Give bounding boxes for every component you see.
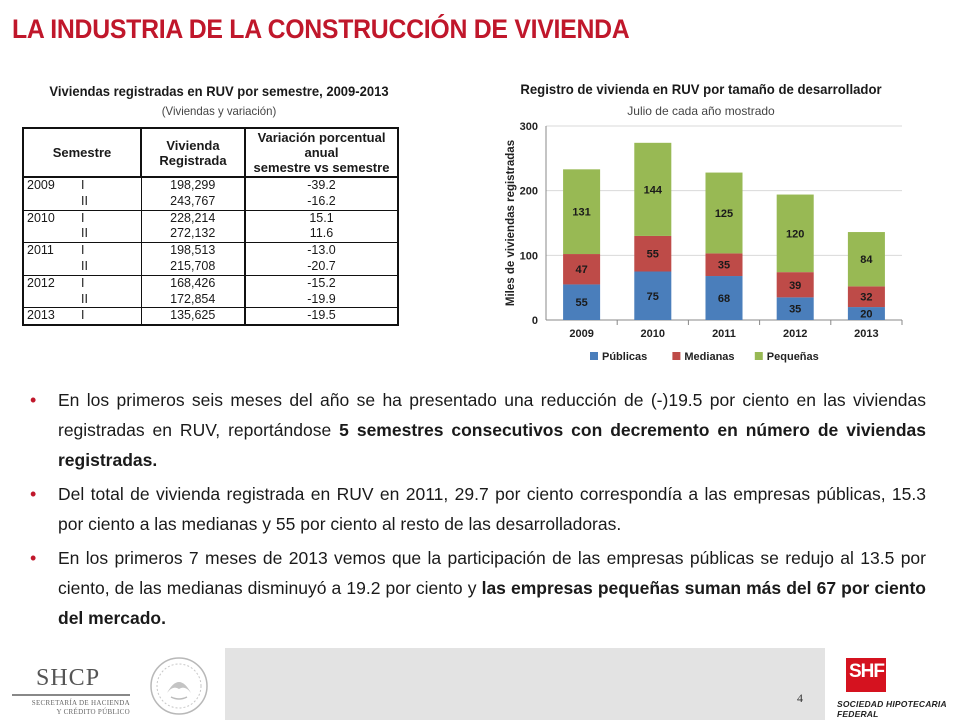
bullet-list xyxy=(30,385,926,637)
bullet-text-part: En los primeros 7 meses de 2013 vemos que la participación de las empresas públicas se redujo al 13.5 por ciento, de las medianas disminuyó a 19.2 por ciento y xyxy=(58,548,926,598)
cell-value: 135,625 xyxy=(141,308,245,325)
cell-year: 2012 xyxy=(23,275,61,291)
bullet-item xyxy=(30,385,926,475)
cell-semester: I xyxy=(61,243,141,259)
table-row xyxy=(23,259,398,275)
cell-pct: -13.0 xyxy=(245,243,398,259)
table-title: Viviendas registradas en RUV por semestre, 2009-2013 xyxy=(49,83,389,99)
cell-year xyxy=(23,194,61,210)
y-tick-label: 200 xyxy=(519,185,538,198)
x-tick-label: 2012 xyxy=(782,328,808,340)
cell-semester: II xyxy=(81,193,88,208)
cell-value: 272,132 xyxy=(141,226,245,242)
bullet-text-bold: 5 semestres consecutivos con decremento en número de viviendas registradas. xyxy=(58,420,926,470)
shcp-logo-text: SHCP xyxy=(36,665,101,691)
bullet-text-part: En los primeros seis meses del año se ha presentado una reducción de (-)19.5 por ciento en las viviendas registradas en RUV, reportándose xyxy=(58,390,926,440)
data-label: 47 xyxy=(575,264,588,277)
shcp-logo-line2: Y CRÉDITO PÚBLICO xyxy=(56,708,130,716)
table-row xyxy=(23,210,398,226)
cell-semester: I xyxy=(61,275,141,291)
cell-year xyxy=(23,226,61,242)
cell-semester: I xyxy=(61,177,141,194)
bullet-text-bold: las empresas pequeñas suman más del 67 por ciento del mercado. xyxy=(58,578,927,628)
footer-band xyxy=(225,648,825,720)
data-label: 20 xyxy=(860,308,873,321)
cell-semester: II xyxy=(81,226,88,241)
header-variacion xyxy=(245,128,398,177)
table-row xyxy=(23,308,398,325)
y-tick-label: 100 xyxy=(519,250,538,263)
header-vivienda xyxy=(141,128,245,177)
bullet-dot-icon: • xyxy=(30,484,37,504)
cell-year xyxy=(23,259,61,275)
cell-year: 2011 xyxy=(23,243,61,259)
data-label: 75 xyxy=(646,290,659,303)
cell-pct: -20.7 xyxy=(245,259,398,275)
shf-logo-text: SHF xyxy=(849,661,884,682)
table-row xyxy=(23,292,398,308)
cell-value: 172,854 xyxy=(141,292,245,308)
bullet-dot-icon: • xyxy=(30,390,37,410)
cell-semester: I xyxy=(61,210,141,226)
data-label: 35 xyxy=(789,303,802,316)
mexico-seal-icon xyxy=(145,655,213,717)
bullet-dot-icon: • xyxy=(30,548,37,568)
x-tick-label: 2011 xyxy=(712,328,736,340)
table-row xyxy=(23,226,398,242)
header-vivienda-line2: Registrada xyxy=(159,152,227,168)
data-label: 131 xyxy=(572,206,591,219)
header-variacion-line2: semestre vs semestre xyxy=(253,160,390,175)
legend-label: Medianas xyxy=(684,351,735,363)
cell-semester: II xyxy=(81,258,88,273)
header-vivienda-line1: Vivienda xyxy=(166,137,220,153)
x-tick-label: 2010 xyxy=(640,328,666,340)
x-tick-label: 2013 xyxy=(854,328,879,340)
bullet-text-part: Del total de vivienda registrada en RUV en 2011, 29.7 por ciento correspondía a las empresas públicas, 15.3 por ciento a las medianas y 55 por ciento al resto de las desarrolladoras. xyxy=(58,484,926,534)
y-tick-label: 300 xyxy=(519,121,538,133)
shcp-logo-line1: SECRETARÍA DE HACIENDA xyxy=(31,699,130,707)
page-title: LA INDUSTRIA DE LA CONSTRUCCIÓN DE VIVIENDA xyxy=(12,14,630,44)
chart-subtitle: Julio de cada año mostrado xyxy=(627,104,775,118)
shcp-logo-divider xyxy=(12,694,130,696)
data-label: 39 xyxy=(789,279,802,292)
data-label: 84 xyxy=(860,254,873,267)
page-number: 4 xyxy=(797,691,803,705)
data-label: 120 xyxy=(786,228,805,241)
cell-semester: I xyxy=(61,308,141,325)
cell-pct: -16.2 xyxy=(245,194,398,210)
table-row xyxy=(23,243,398,259)
data-label: 55 xyxy=(646,248,659,261)
cell-semester: II xyxy=(81,291,88,306)
cell-pct: 11.6 xyxy=(245,226,398,242)
data-label: 35 xyxy=(717,259,731,272)
cell-year: 2010 xyxy=(23,210,61,226)
stacked-bar-chart xyxy=(490,118,910,376)
bullet-item xyxy=(30,479,926,539)
chart-title: Registro de vivienda en RUV por tamaño de desarrollador xyxy=(520,81,882,97)
cell-value: 228,214 xyxy=(141,210,245,226)
legend-label: Pequeñas xyxy=(766,351,819,363)
legend-label: Públicas xyxy=(602,351,648,363)
cell-year xyxy=(23,292,61,308)
cell-year: 2009 xyxy=(23,177,61,194)
y-tick-label: 0 xyxy=(531,315,538,327)
data-label: 68 xyxy=(717,293,731,306)
table-header-row xyxy=(23,128,398,177)
x-tick-label: 2009 xyxy=(569,328,594,340)
legend-swatch xyxy=(755,352,763,360)
header-semestre: Semestre xyxy=(23,128,141,177)
cell-year: 2013 xyxy=(23,308,61,325)
ruv-semester-table xyxy=(22,127,399,326)
bullet-item xyxy=(30,543,926,633)
table-row xyxy=(23,275,398,291)
cell-pct: -39.2 xyxy=(245,177,398,194)
shcp-logo xyxy=(10,665,135,717)
data-label: 55 xyxy=(575,297,588,310)
cell-pct: -19.5 xyxy=(245,308,398,325)
cell-pct: -15.2 xyxy=(245,275,398,291)
legend-swatch xyxy=(590,352,598,360)
legend-swatch xyxy=(672,352,680,360)
data-label: 32 xyxy=(860,291,873,304)
y-axis-label: Miles de viviendas registradas xyxy=(505,139,517,307)
cell-value: 168,426 xyxy=(141,275,245,291)
shf-name: SOCIEDAD HIPOTECARIA FEDERAL xyxy=(837,699,947,719)
table-row xyxy=(23,194,398,210)
table-subtitle: (Viviendas y variación) xyxy=(161,104,277,118)
cell-value: 198,299 xyxy=(141,177,245,194)
cell-value: 215,708 xyxy=(141,259,245,275)
data-label: 144 xyxy=(643,184,662,197)
cell-value: 198,513 xyxy=(141,243,245,259)
table-row xyxy=(23,177,398,194)
cell-pct: 15.1 xyxy=(245,210,398,226)
cell-value: 243,767 xyxy=(141,194,245,210)
cell-pct: -19.9 xyxy=(245,292,398,308)
data-label: 125 xyxy=(714,207,734,220)
header-variacion-line1: Variación porcentual anual xyxy=(257,130,386,160)
